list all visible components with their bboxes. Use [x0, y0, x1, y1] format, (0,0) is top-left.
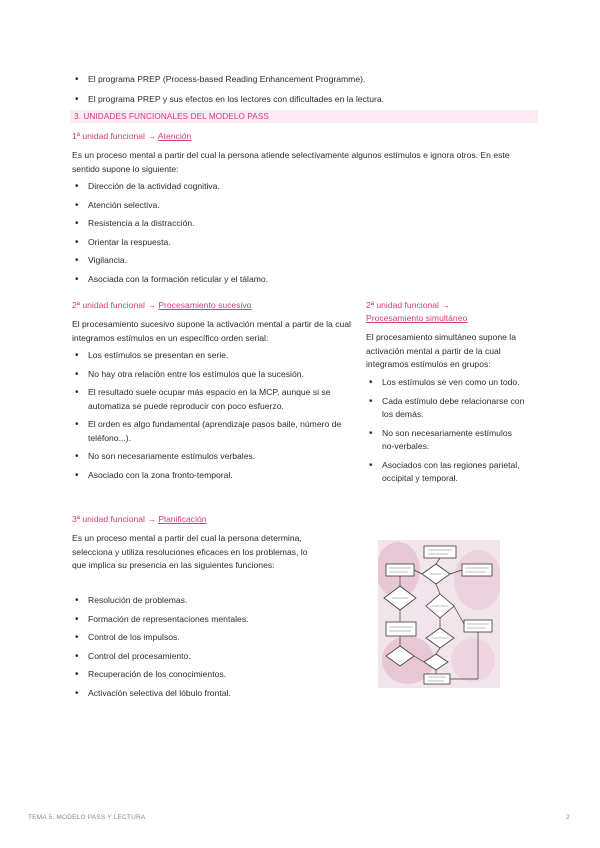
- unit1-name: Atención: [157, 131, 192, 141]
- list-item: • No hay otra relación entre los estímulos que la sucesión.: [72, 368, 352, 382]
- unit2-bullet-list: [72, 349, 352, 482]
- unit2-prefix: 2ª unidad funcional →: [72, 300, 159, 310]
- unit1-bullet-list: [72, 180, 532, 286]
- list-item: • No son necesariamente estímulos verbales.: [72, 450, 352, 464]
- unit2b-heading: [366, 299, 516, 325]
- list-item: • El programa PREP (Process-based Reading Enhancement Programme).: [72, 73, 532, 87]
- list-item: • Los estímulos se ven como un todo.: [366, 376, 526, 390]
- unit1-heading: [72, 130, 191, 143]
- list-item: • Vigilancia.: [72, 254, 532, 268]
- section-heading: 3. UNIDADES FUNCIONALES DEL MODELO PASS: [70, 110, 538, 123]
- list-item: • Control del procesamiento.: [72, 650, 332, 664]
- list-item: • Resolución de problemas.: [72, 594, 332, 608]
- list-item: • Resistencia a la distracción.: [72, 217, 532, 231]
- unit3-heading: [72, 513, 207, 526]
- list-item: • Activación selectiva del lóbulo frontal.: [72, 687, 332, 701]
- list-item: • El orden es algo fundamental (aprendizaje pasos baile, número de teléfono...).: [72, 418, 352, 445]
- list-item: • El programa PREP y sus efectos en los lectores con dificultades en la lectura.: [72, 93, 532, 107]
- unit2b-bullet-list: [366, 376, 526, 486]
- unit2-heading: [72, 299, 251, 312]
- list-item: • Recuperación de los conocimientos.: [72, 668, 332, 682]
- top-bullet-list: [72, 73, 532, 106]
- list-item: • Orientar la respuesta.: [72, 236, 532, 250]
- list-item: • Los estímulos se presentan en serie.: [72, 349, 352, 363]
- unit2b-paragraph: El procesamiento simultáneo supone la activación mental a partir de la cual integramos estímulos en grupos:: [366, 332, 517, 369]
- list-item: • El resultado suele ocupar más espacio en la MCP, aunque si se automatiza se puede reproducir con poco esfuerzo.: [72, 386, 352, 413]
- unit1-prefix: 1ª unidad funcional →: [72, 131, 158, 141]
- unit2-name: Procesamiento sucesivo: [158, 300, 252, 310]
- list-item: • Asociados con las regiones parietal, occipital y temporal.: [366, 459, 526, 486]
- unit2b-prefix: 2ª unidad funcional →: [366, 300, 450, 310]
- unit2-paragraph: El procesamiento sucesivo supone la activación mental a partir de la cual integramos estímulos en un específico orden serial:: [72, 319, 351, 343]
- list-item: • Asociada con la formación reticular y el tálamo.: [72, 273, 532, 287]
- list-item: • Cada estímulo debe relacionarse con los demás.: [366, 395, 526, 422]
- page-number: 2: [566, 814, 570, 821]
- list-item: • Formación de representaciones mentales.: [72, 613, 332, 627]
- list-item: • Control de los impulsos.: [72, 631, 332, 645]
- list-item: • No son necesariamente estímulos no-verbales.: [366, 427, 526, 454]
- flowchart-diagram: [378, 540, 500, 688]
- planning-flowchart-figure: [378, 540, 500, 688]
- unit3-name: Planificación: [158, 514, 207, 524]
- list-item: • Dirección de la actividad cognitiva.: [72, 180, 532, 194]
- footer-title: TEMA 5. MODELO PASS Y LECTURA: [28, 814, 146, 821]
- unit3-prefix: 3ª unidad funcional →: [72, 514, 159, 524]
- unit1-paragraph: Es un proceso mental a partir del cual la persona atiende selectivamente algunos estímulos e ignora otros. En este sentido supone lo siguiente:: [72, 150, 510, 174]
- unit3-bullet-list: [72, 594, 332, 700]
- list-item: • Atención selectiva.: [72, 199, 532, 213]
- unit2b-name: Procesamiento simultáneo: [366, 313, 468, 323]
- list-item: • Asociado con la zona fronto-temporal.: [72, 469, 352, 483]
- unit3-paragraph: Es un proceso mental a partir del cual la persona determina, selecciona y utiliza resoluciones eficaces en los problemas, lo que implica su presencia en las siguientes funciones:: [72, 533, 308, 570]
